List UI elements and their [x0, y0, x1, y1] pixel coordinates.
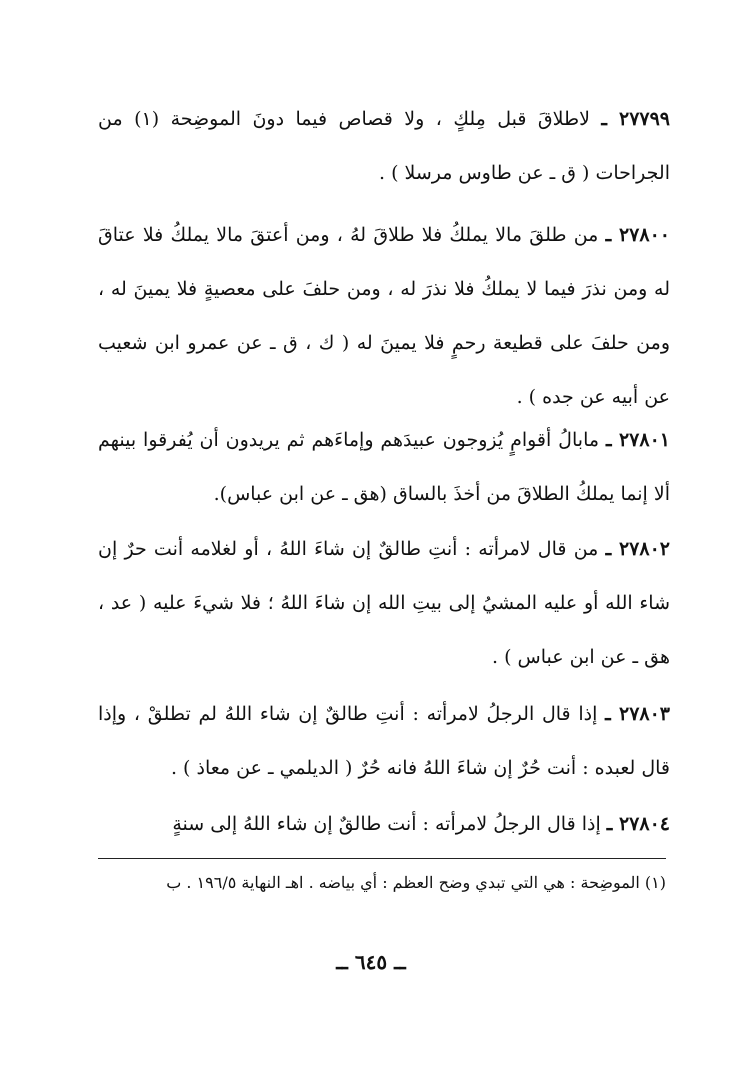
hadith-entry — [98, 522, 670, 684]
hadith-entry — [98, 797, 670, 851]
hadith-entry — [98, 92, 670, 200]
page-number: ــ ٦٤٥ ــ — [336, 950, 406, 974]
entry-number: ٢٧٨٠٢ ـ — [605, 538, 670, 560]
entry-text: من قال لامرأته : أنتِ طالقٌ إن شاءَ اللهُ ، أو لغلامه أنت حرٌ إن شاء الله أو عليه المشيُ إلى بيتِ الله إن شاءَ اللهُ ؛ فلا شيءَ عليه ( عد ، هق ـ عن ابن عباس ) . — [98, 538, 670, 668]
hadith-entry — [98, 413, 670, 521]
hadith-entry — [98, 687, 670, 795]
entry-text: من طلقَ مالا يملكُ فلا طلاقَ لهُ ، ومن أعتقَ مالا يملكُ فلا عتاقَ له ومن نذرَ فيما لا يملكُ فلا نذرَ له ، ومن حلفَ على معصيةٍ فلا يمينَ له ، ومن حلفَ على قطيعة رحمٍ فلا يمينَ له ( ك ، ق ـ عن عمرو ابن شعيب عن أبيه عن جده ) . — [98, 224, 670, 408]
hadith-entry — [98, 208, 670, 424]
entry-text: لاطلاقَ قبل مِلكٍ ، ولا قصاص فيما دونَ الموضِحة (١) من الجراحات ( ق ـ عن طاوس مرسلا ) . — [98, 108, 670, 184]
entry-number: ٢٧٨٠٤ ـ — [606, 813, 670, 835]
footnote: (١) الموضِحة : هي التي تبدي وضح العظم : أي بياضه . اهـ النهاية ١٩٦/٥ . ب — [166, 873, 666, 892]
entry-text: مابالُ أقوامٍ يُزوجون عبيدَهم وإماءَهم ثم يريدون أن يُفرقوا بينهم ألا إنما يملكُ الطلاقَ من أخذَ بالساق (هق ـ عن ابن عباس). — [98, 429, 670, 505]
entry-text: إذا قال الرجلُ لامرأته : أنت طالقٌ إن شاء اللهُ إلى سنةٍ — [172, 813, 601, 835]
entry-number: ٢٧٨٠١ ـ — [605, 429, 670, 451]
entry-text: إذا قال الرجلُ لامرأته : أنتِ طالقٌ إن شاء اللهُ لم تطلقْ ، وإذا قال لعبده : أنت حُرٌ إن شاءَ اللهُ فانه حُرٌ ( الديلمي ـ عن معاذ ) . — [98, 703, 670, 779]
footnote-divider — [98, 858, 666, 859]
entry-number: ٢٧٨٠٣ ـ — [605, 703, 671, 725]
entry-number: ٢٧٧٩٩ ـ — [601, 108, 671, 130]
entry-number: ٢٧٨٠٠ ـ — [605, 224, 670, 246]
